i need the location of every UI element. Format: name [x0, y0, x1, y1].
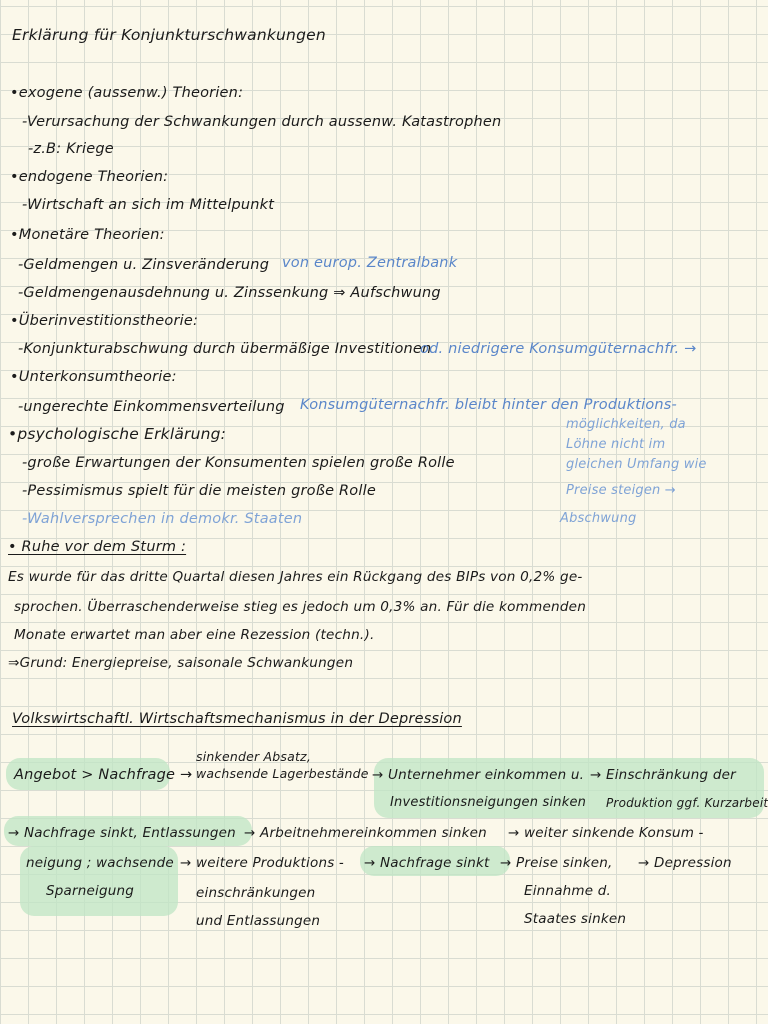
unterkonsum-note-1: Konsumgüternachfr. bleibt hinter den Produktions-	[300, 397, 677, 413]
flow-konsum: → weiter sinkende Konsum -	[508, 825, 704, 841]
flow-produktion: Produktion ggf. Kurzarbeit	[606, 796, 768, 810]
monetaere-point-2: -Geldmengenausdehnung u. Zinssenkung ⇒ Aufschwung	[18, 285, 441, 301]
flow-depression: → Depression	[638, 855, 732, 871]
flow-angebot: Angebot > Nachfrage →	[14, 767, 193, 783]
page-title: Erklärung für Konjunkturschwankungen	[12, 26, 326, 44]
flow-arbeitnehmer: → Arbeitnehmereinkommen sinken	[244, 825, 487, 841]
monetaere-point-1: -Geldmengen u. Zinsveränderung	[18, 257, 270, 273]
ruhe-line-1: Es wurde für das dritte Quartal diesen Jahres ein Rückgang des BIPs von 0,2% ge-	[8, 569, 583, 585]
flow-staat: Staates sinken	[524, 911, 627, 927]
flow-einschraenkung: → Einschränkung der	[590, 767, 736, 783]
ruhe-heading: • Ruhe vor dem Sturm :	[8, 539, 187, 555]
flow-einschraenkungen: einschränkungen	[196, 885, 316, 901]
unterkonsum-heading: •Unterkonsumtheorie:	[10, 369, 177, 385]
flow-investition: Investitionsneigungen sinken	[390, 795, 587, 810]
flow-nachfrage-sinkt: → Nachfrage sinkt, Entlassungen	[8, 825, 236, 841]
unterkonsum-note-5: Preise steigen →	[566, 483, 676, 498]
flow-weitere-produktion: → weitere Produktions -	[180, 855, 344, 871]
endogene-heading: •endogene Theorien:	[10, 169, 169, 185]
vwl-heading: Volkswirtschaftl. Wirtschaftsmechanismus in der Depression	[12, 711, 462, 727]
unterkonsum-note-4: gleichen Umfang wie	[566, 457, 707, 472]
ruhe-line-3: Monate erwartet man aber eine Rezession (techn.).	[14, 627, 375, 643]
psychologische-heading: •psychologische Erklärung:	[8, 425, 227, 443]
flow-preise: → Preise sinken,	[500, 855, 613, 871]
monetaere-point-1-note: von europ. Zentralbank	[282, 255, 458, 271]
psychologische-point-2: -Pessimismus spielt für die meisten große Rolle	[22, 483, 376, 499]
unterkonsum-note-6: Abschwung	[560, 511, 637, 526]
monetaere-heading: •Monetäre Theorien:	[10, 227, 165, 243]
unterkonsum-note-2: möglichkeiten, da	[566, 417, 686, 432]
psychologische-point-1: -große Erwartungen der Konsumenten spielen große Rolle	[22, 455, 455, 471]
unterkonsum-note-3: Löhne nicht im	[566, 437, 666, 452]
ruhe-line-2: sprochen. Überraschenderweise stieg es jedoch um 0,3% an. Für die kommenden	[14, 599, 587, 615]
exogene-point-1: -Verursachung der Schwankungen durch aussenw. Katastrophen	[22, 114, 502, 130]
ueberinvestition-note: od. niedrigere Konsumgüternachfr. →	[420, 341, 697, 357]
flow-lager: wachsende Lagerbestände	[196, 766, 369, 781]
flow-absatz: sinkender Absatz,	[196, 749, 311, 764]
ueberinvestition-heading: •Überinvestitionstheorie:	[10, 313, 199, 329]
ueberinvestition-point-1: -Konjunkturabschwung durch übermäßige Investitionen	[18, 341, 432, 357]
ruhe-line-4: ⇒Grund: Energiepreise, saisonale Schwankungen	[8, 655, 354, 671]
unterkonsum-point-1: -ungerechte Einkommensverteilung	[18, 399, 285, 415]
flow-unternehmer: → Unternehmer einkommen u.	[372, 767, 585, 783]
exogene-point-2: -z.B: Kriege	[28, 141, 114, 157]
flow-sparneigung: Sparneigung	[46, 883, 135, 899]
flow-einnahme: Einnahme d.	[524, 883, 612, 899]
flow-entlassungen: und Entlassungen	[196, 913, 321, 929]
exogene-heading: •exogene (aussenw.) Theorien:	[10, 85, 244, 101]
flow-neigung: neigung ; wachsende	[26, 855, 174, 871]
flow-nachfrage-sinkt-2: → Nachfrage sinkt	[364, 855, 490, 871]
psychologische-point-3: -Wahlversprechen in demokr. Staaten	[22, 511, 303, 527]
endogene-point-1: -Wirtschaft an sich im Mittelpunkt	[22, 197, 275, 213]
